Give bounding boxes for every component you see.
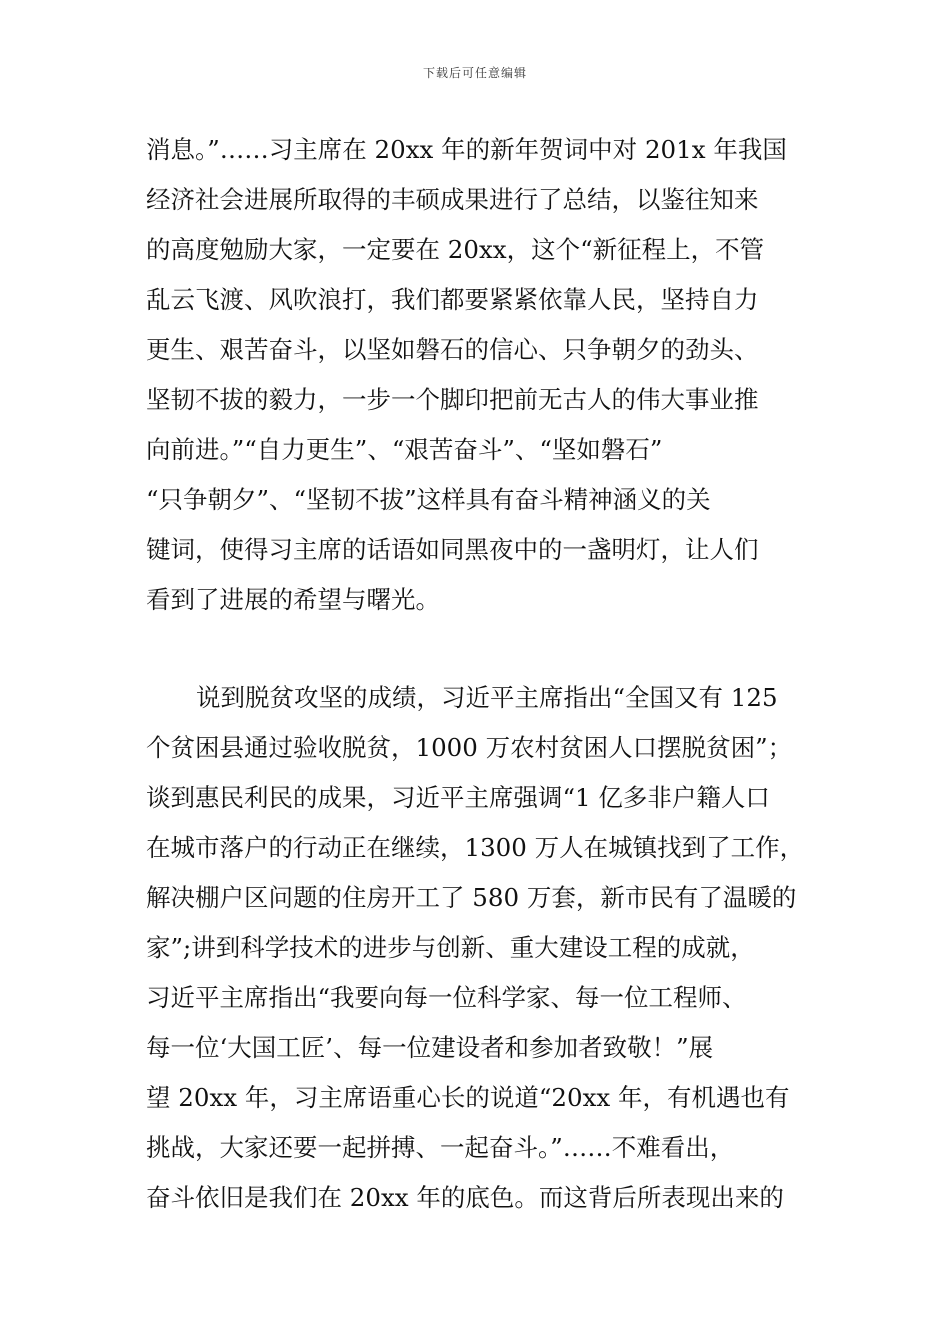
text-line: 家”;讲到科学技术的进步与创新、重大建设工程的成就， xyxy=(146,933,755,962)
text-line: 键词，使得习主席的话语如同黑夜中的一盏明灯，让人们 xyxy=(146,535,759,564)
text-line: 向前进。”“自力更生”、“艰苦奋斗”、“坚如磐石” xyxy=(146,435,663,464)
paragraph-1 xyxy=(146,125,826,625)
paragraph-2 xyxy=(146,673,826,1223)
text-line: 看到了进展的希望与曙光。 xyxy=(146,585,440,614)
text-line: 更生、艰苦奋斗，以坚如磐石的信心、只争朝夕的劲头、 xyxy=(146,335,759,364)
text-line: 挑战，大家还要一起拼搏、一起奋斗。”……不难看出， xyxy=(146,1133,735,1162)
text-line: 的高度勉励大家，一定要在 20xx，这个“新征程上，不管 xyxy=(146,235,765,264)
text-line: 乱云飞渡、风吹浪打，我们都要紧紧依靠人民，坚持自力 xyxy=(146,285,759,314)
text-line-first-indented: 说到脱贫攻坚的成绩，习近平主席指出“全国又有 125 xyxy=(196,683,778,712)
text-line: 望 20xx 年，习主席语重心长的说道“20xx 年，有机遇也有 xyxy=(146,1083,790,1112)
text-line: 谈到惠民利民的成果，习近平主席强调“1 亿多非户籍人口 xyxy=(146,783,770,812)
text-line: 坚韧不拔的毅力，一步一个脚印把前无古人的伟大事业推 xyxy=(146,385,759,414)
page-header: 下载后可任意编辑 xyxy=(422,66,527,80)
text-line: 每一位‘大国工匠’、每一位建设者和参加者致敬！”展 xyxy=(146,1033,714,1062)
text-line: “只争朝夕”、“坚韧不拔”这样具有奋斗精神涵义的关 xyxy=(146,485,711,514)
text-line: 习近平主席指出“我要向每一位科学家、每一位工程师、 xyxy=(146,983,747,1012)
text-line: 解决棚户区问题的住房开工了 580 万套，新市民有了温暖的 xyxy=(146,883,797,912)
text-line: 在城市落户的行动正在继续，1300 万人在城镇找到了工作， xyxy=(146,833,805,862)
text-line: 奋斗依旧是我们在 20xx 年的底色。而这背后所表现出来的 xyxy=(146,1183,784,1212)
text-line: 个贫困县通过验收脱贫，1000 万农村贫困人口摆脱贫困”； xyxy=(146,733,793,762)
text-line: 经济社会进展所取得的丰硕成果进行了总结，以鉴往知来 xyxy=(146,185,759,214)
text-line: 消息。”……习主席在 20xx 年的新年贺词中对 201x 年我国 xyxy=(146,135,787,164)
